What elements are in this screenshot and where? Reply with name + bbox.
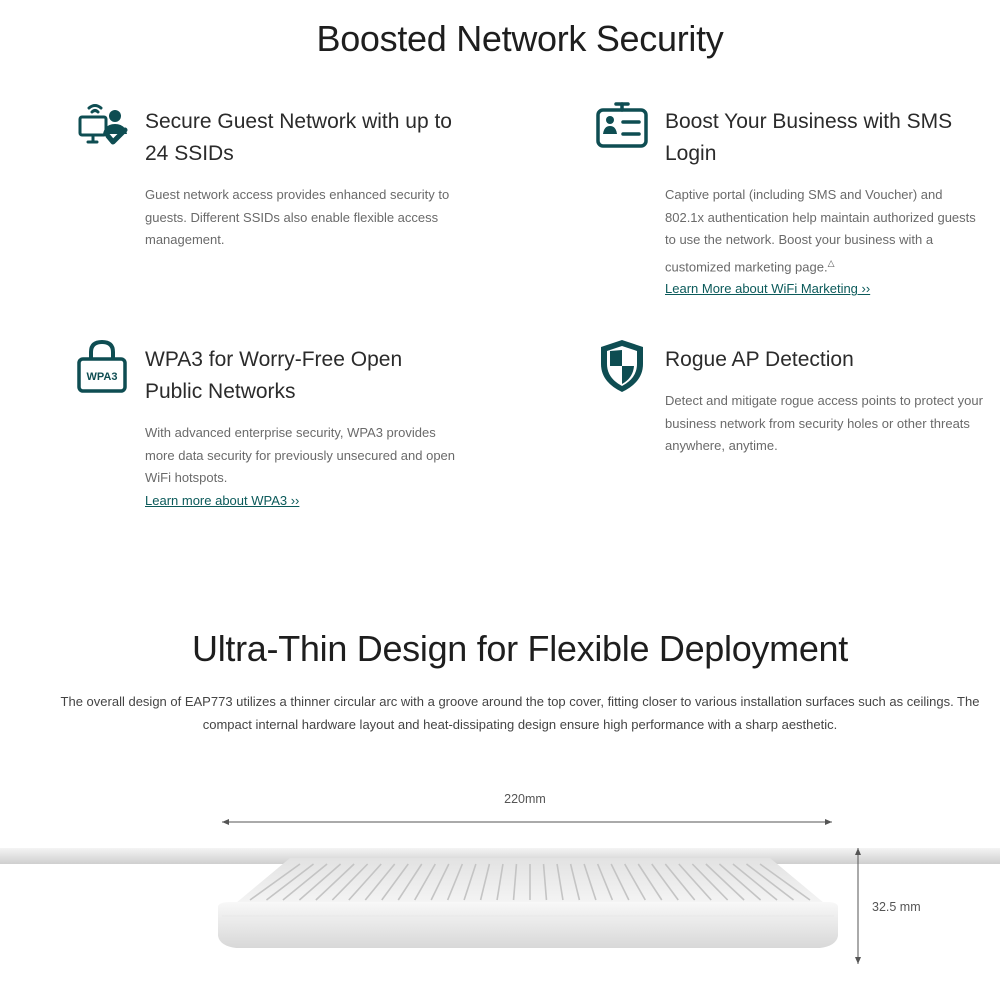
height-dimension-label: 32.5 mm [872,900,921,914]
shield-icon [595,338,651,394]
wifi-marketing-link[interactable]: Learn More about WiFi Marketing ›› [665,281,871,297]
security-section-title: Boosted Network Security [316,18,724,59]
width-dimension-label: 220mm [504,792,546,806]
sms-login-icon [595,100,651,156]
device-rim [218,902,838,948]
access-point-illustration [0,800,1000,1000]
feature-sms-login [665,106,985,301]
feature-description: Guest network access provides enhanced security to guests. Different SSIDs also enable flexible access management. [145,187,450,247]
design-section-title: Ultra-Thin Design for Flexible Deployment [192,628,848,669]
feature-title: Boost Your Business with SMS Login [665,110,953,165]
feature-description: Detect and mitigate rogue access points to protect your business network from security holes or other threats anywhere, anytime. [665,393,983,453]
feature-description: With advanced enterprise security, WPA3 provides more data security for previously unsecured and open WiFi hotspots. [145,425,456,485]
feature-guest-network [145,106,465,252]
feature-title: Rogue AP Detection [665,348,854,371]
wpa3-icon-label: WPA3 [86,371,118,383]
feature-description-block [665,184,985,301]
feature-title: WPA3 for Worry-Free Open Public Networks [145,348,403,403]
feature-rogue-ap [665,344,985,458]
width-arrow [222,819,832,825]
guest-network-icon [75,100,131,156]
feature-description-block [145,422,465,512]
feature-title: Secure Guest Network with up to 24 SSIDs [145,110,452,165]
height-arrow [855,848,861,964]
feature-wpa3 [86,344,465,512]
feature-description: Captive portal (including SMS and Voucher) and 802.1x authentication help maintain authorized guests to use the network. Boost your business with a customized marketing page. [665,187,976,274]
design-description: The overall design of EAP773 utilizes a thinner circular arc with a groove around the top cover, fitting closer to various installation surfaces such as ceilings. The compact internal hardware layout and heat-dissipating design ensure high performance with a sharp aesthetic. [60,694,980,732]
wpa3-lock-icon [75,338,131,394]
wpa3-link[interactable]: Learn more about WPA3 ›› [145,492,300,508]
footnote-mark: △ [827,257,835,268]
